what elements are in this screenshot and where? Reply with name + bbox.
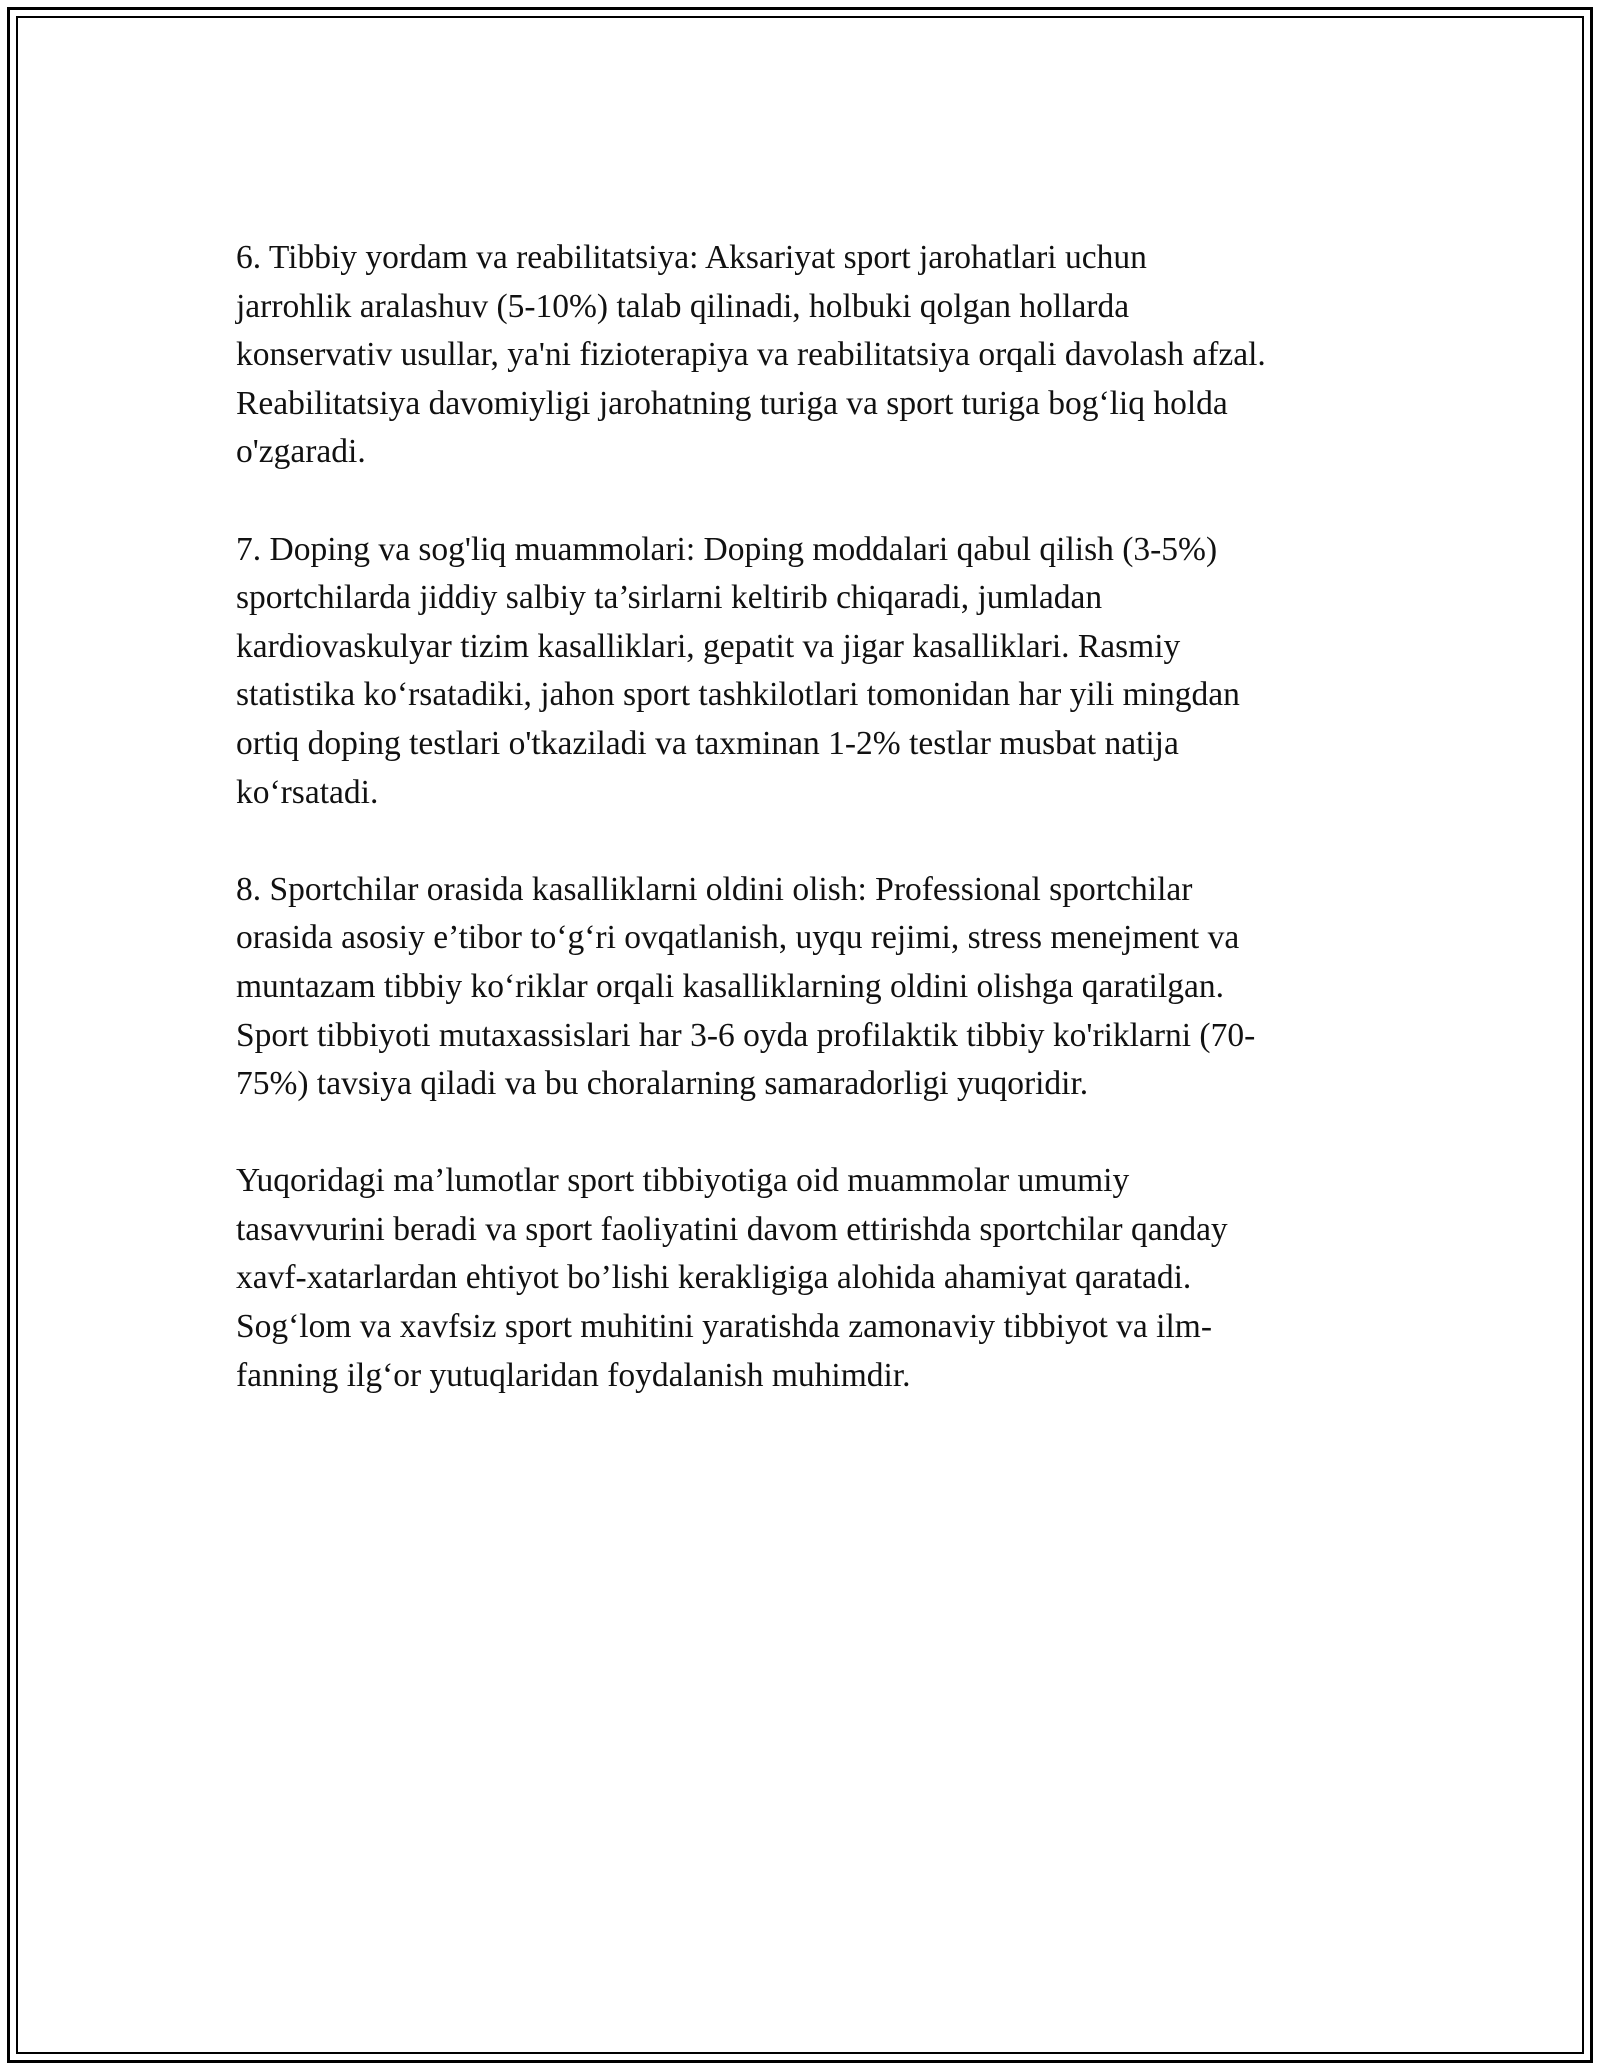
- paragraph-doping-health-problems: 7. Doping va sog'liq muammolari: Doping moddalari qabul qilish (3-5%) sportchilarda jiddiy salbiy ta’sirlarni keltirib chiqaradi, jumladan kardiovaskulyar tizim kasalliklari, gepatit va jigar kasalliklari. Rasmiy statistika ko‘rsatadiki, jahon sport tashkilotlari tomonidan har yili mingdan ortiq doping testlari o'tkaziladi va taxminan 1-2% testlar musbat natija ko‘rsatadi.: [236, 530, 1240, 811]
- paragraph-disease-prevention: 8. Sportchilar orasida kasalliklarni oldini olish: Professional sportchilar orasida asosiy e’tibor to‘g‘ri ovqatlanish, uyqu rejimi, stress menejment va muntazam tibbiy ko‘riklar orqali kasalliklarning oldini olishga qaratilgan. Sport tibbiyoti mutaxassislari har 3-6 oyda profilaktik tibbiy ko'riklarni (70- 75%) tavsiya qiladi va bu choralarning samaradorligi yuqoridir.: [236, 870, 1256, 1103]
- paragraph-conclusion: Yuqoridagi ma’lumotlar sport tibbiyotiga oid muammolar umumiy tasavvurini beradi va sport faoliyatini davom ettirishda sportchilar qanday xavf-xatarlardan ehtiyot bo’lishi kerakligiga alohida ahamiyat qaratadi. Sog‘lom va xavfsiz sport muhitini yaratishda zamonaviy tibbiyot va ilm- fanning ilg‘or yutuqlaridan foydalanish muhimdir.: [236, 1162, 1228, 1394]
- document-body: [236, 234, 1376, 1449]
- paragraph-medical-care-rehabilitation: 6. Tibbiy yordam va reabilitatsiya: Aksariyat sport jarohatlari uchun jarrohlik aralashuv (5-10%) talab qilinadi, holbuki qolgan hollarda konservativ usullar, ya'ni fizioterapiya va reabilitatsiya orqali davolash afzal. Reabilitatsiya davomiyligi jarohatning turiga va sport turiga bog‘liq holda o'zgaradi.: [236, 239, 1266, 471]
